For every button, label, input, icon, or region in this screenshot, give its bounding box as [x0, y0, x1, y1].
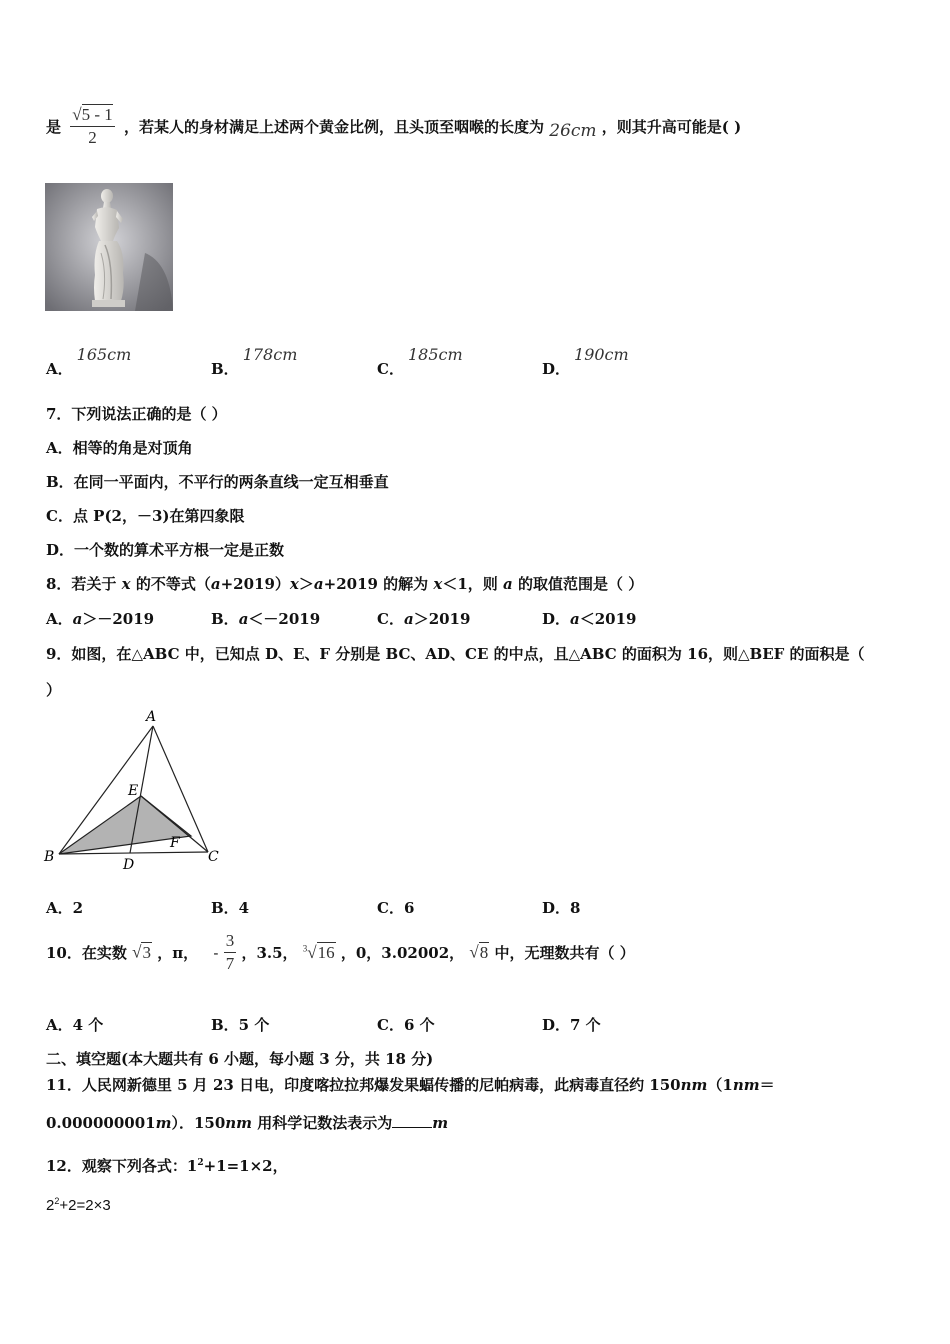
- q9-stem-line1: 9．如图，在△ABC 中，已知点 D、E、F 分别是 BC、AD、CE 的中点，且△ABC 的面积为 16，则△BEF 的面积是（: [46, 645, 865, 663]
- q8-p6: ＜1，则: [442, 575, 504, 593]
- sqrt-8-radicand: 8: [479, 942, 489, 962]
- q11-unit-nm2: nm: [732, 1076, 760, 1094]
- q10-p3: ，3.5，: [241, 944, 298, 962]
- q6-option-b[interactable]: [211, 345, 298, 378]
- q9-option-c[interactable]: C．6: [377, 899, 415, 917]
- q9-stem-line2: ）: [46, 681, 62, 699]
- q8-option-d-var: a: [570, 610, 580, 628]
- q8-option-a-rest: ＞－2019: [82, 610, 155, 628]
- cbrt-index: 3: [302, 942, 308, 953]
- q8-option-a-label: A．: [46, 610, 73, 628]
- cbrt-16: $^3$√16: [302, 942, 335, 962]
- q8-option-a[interactable]: [46, 608, 154, 629]
- q8-option-a-var: a: [72, 610, 83, 628]
- q12-line2-exp: 2: [54, 1196, 60, 1206]
- q8-var-a3: a: [503, 575, 513, 593]
- q6-option-a-value: 165cm: [76, 345, 132, 364]
- q6-text1: ，若某人的身材满足上述两个黄金比例，且头顶至咽喉的长度为: [124, 118, 545, 136]
- sqrt-3-radicand: 3: [142, 942, 151, 962]
- q8-p2: 的不等式（: [130, 575, 211, 593]
- q11-line2c: 用科学记数法表示为: [252, 1114, 393, 1132]
- q8-p7: 的取值范围是（ ）: [512, 575, 644, 593]
- q8-option-b[interactable]: [211, 608, 320, 629]
- label-b: B: [44, 849, 55, 865]
- q12-stem-b: +1=1×2，: [203, 1157, 288, 1175]
- q6-option-d-label: D．: [542, 360, 571, 378]
- q6-option-c[interactable]: [377, 345, 463, 378]
- side-bc: [59, 852, 208, 854]
- q11-unit-m1: m: [155, 1114, 172, 1132]
- q11-line1b: （1: [707, 1076, 733, 1094]
- q6-value: 26cm: [549, 120, 597, 141]
- q12-exp1: 2: [197, 1158, 204, 1168]
- q10-option-c[interactable]: C．6 个: [377, 1016, 435, 1034]
- q6-option-d-value: 190cm: [574, 345, 629, 364]
- section-2-heading: 二、填空题(本大题共有 6 小题，每小题 3 分，共 18 分): [46, 1050, 434, 1068]
- q11-line2a: 0.000000001: [46, 1114, 156, 1132]
- q10-option-b[interactable]: B．5 个: [211, 1016, 270, 1034]
- q6-option-b-value: 178cm: [242, 345, 298, 364]
- q6-option-a-label: A．: [46, 360, 73, 378]
- q10-p5: 中，无理数共有（ ）: [494, 944, 635, 962]
- golden-ratio-numerator: √5 - 1: [70, 104, 115, 127]
- q10-stem: [46, 930, 635, 975]
- neg-sign: -: [213, 943, 219, 962]
- golden-ratio-denominator: 2: [88, 128, 97, 147]
- label-f: F: [170, 835, 180, 851]
- q12-stem: [46, 1155, 288, 1176]
- q6-text2: ，则其升高可能是( ): [601, 118, 742, 136]
- q11-line1c: ＝: [759, 1076, 775, 1094]
- label-c: C: [208, 849, 219, 865]
- q8-p4: ＞: [298, 575, 314, 593]
- q8-p1: 8．若关于: [46, 575, 122, 593]
- q9-option-a[interactable]: A．2: [46, 899, 84, 917]
- q8-var-x2: x: [289, 575, 299, 593]
- q6-lead: 是: [46, 118, 62, 136]
- q11-unit-m2: m: [432, 1114, 449, 1132]
- q7-option-a[interactable]: A．相等的角是对顶角: [46, 439, 193, 457]
- sqrt-8: √8: [469, 942, 489, 962]
- q7-stem: 7．下列说法正确的是（ ）: [46, 405, 227, 423]
- q8-var-a1: a: [210, 575, 221, 593]
- q8-var-a2: a: [313, 575, 324, 593]
- q8-option-d-label: D．: [542, 610, 571, 628]
- q6-option-a[interactable]: [46, 345, 132, 378]
- q8-var-x3: x: [433, 575, 443, 593]
- q8-var-x1: x: [121, 575, 131, 593]
- q12-stem-a: 12．观察下列各式：1: [46, 1157, 198, 1175]
- q12-line2: [46, 1196, 111, 1214]
- fraction-3-7-numerator: 3: [224, 930, 237, 953]
- fraction-3-7-denominator: 7: [225, 954, 235, 973]
- q11-line2: [46, 1112, 448, 1133]
- q6-stem: [46, 104, 741, 149]
- q11-line1: [46, 1074, 775, 1095]
- q8-p3: +2019）: [220, 575, 290, 593]
- q10-p4: ，0，3.02002，: [340, 944, 465, 962]
- q6-option-c-label: C．: [377, 360, 404, 378]
- q12-line2-base: 2: [46, 1197, 55, 1214]
- q10-option-d[interactable]: D．7 个: [542, 1016, 601, 1034]
- label-d: D: [123, 857, 135, 873]
- q8-option-b-label: B．: [211, 610, 239, 628]
- q7-option-c[interactable]: C．点 P(2，－3)在第四象限: [46, 507, 245, 525]
- q7-option-b[interactable]: B．在同一平面内，不平行的两条直线一定互相垂直: [46, 473, 389, 491]
- q10-p2: ，π，: [157, 944, 199, 962]
- q7-option-d[interactable]: D．一个数的算术平方根一定是正数: [46, 541, 285, 559]
- q11-unit-nm3: nm: [225, 1114, 253, 1132]
- q6-option-d[interactable]: [542, 345, 629, 378]
- q8-option-c-var: a: [403, 610, 414, 628]
- q8-option-c-rest: ＞2019: [413, 610, 471, 628]
- q6-option-c-value: 185cm: [407, 345, 463, 364]
- q8-stem: [46, 573, 643, 594]
- q11-line2b: ）．150: [171, 1114, 226, 1132]
- q8-option-b-rest: ＜－2019: [248, 610, 321, 628]
- cbrt-16-radicand: 16: [317, 942, 335, 962]
- q9-option-d[interactable]: D．8: [542, 899, 581, 917]
- q8-option-b-var: a: [238, 610, 249, 628]
- golden-ratio-fraction: [70, 104, 115, 149]
- q8-option-c[interactable]: [377, 608, 470, 629]
- q8-option-c-label: C．: [377, 610, 404, 628]
- label-a: A: [146, 709, 157, 725]
- golden-ratio-numerator-text: 5 - 1: [81, 105, 113, 124]
- q11-unit-nm1: nm: [680, 1076, 708, 1094]
- fraction-3-7: [224, 930, 237, 975]
- sqrt-3: √3: [132, 942, 151, 962]
- q11-answer-blank[interactable]: [392, 1127, 432, 1128]
- q6-option-b-label: B．: [211, 360, 239, 378]
- venus-statue-image: [45, 183, 173, 311]
- triangle-figure: [40, 706, 230, 876]
- q8-p5: +2019 的解为: [323, 575, 434, 593]
- q8-option-d[interactable]: [542, 608, 637, 629]
- q12-line2-rest: +2=2×3: [59, 1197, 111, 1214]
- q8-option-d-rest: ＜2019: [579, 610, 637, 628]
- q10-option-a[interactable]: A．4 个: [46, 1016, 104, 1034]
- q10-p1: 10．在实数: [46, 944, 127, 962]
- label-e: E: [128, 783, 139, 799]
- q11-line1a: 11．人民网新德里 5 月 23 日电，印度喀拉拉邦爆发果蝠传播的尼帕病毒，此病毒直径约 150: [46, 1076, 681, 1094]
- q9-option-b[interactable]: B．4: [211, 899, 250, 917]
